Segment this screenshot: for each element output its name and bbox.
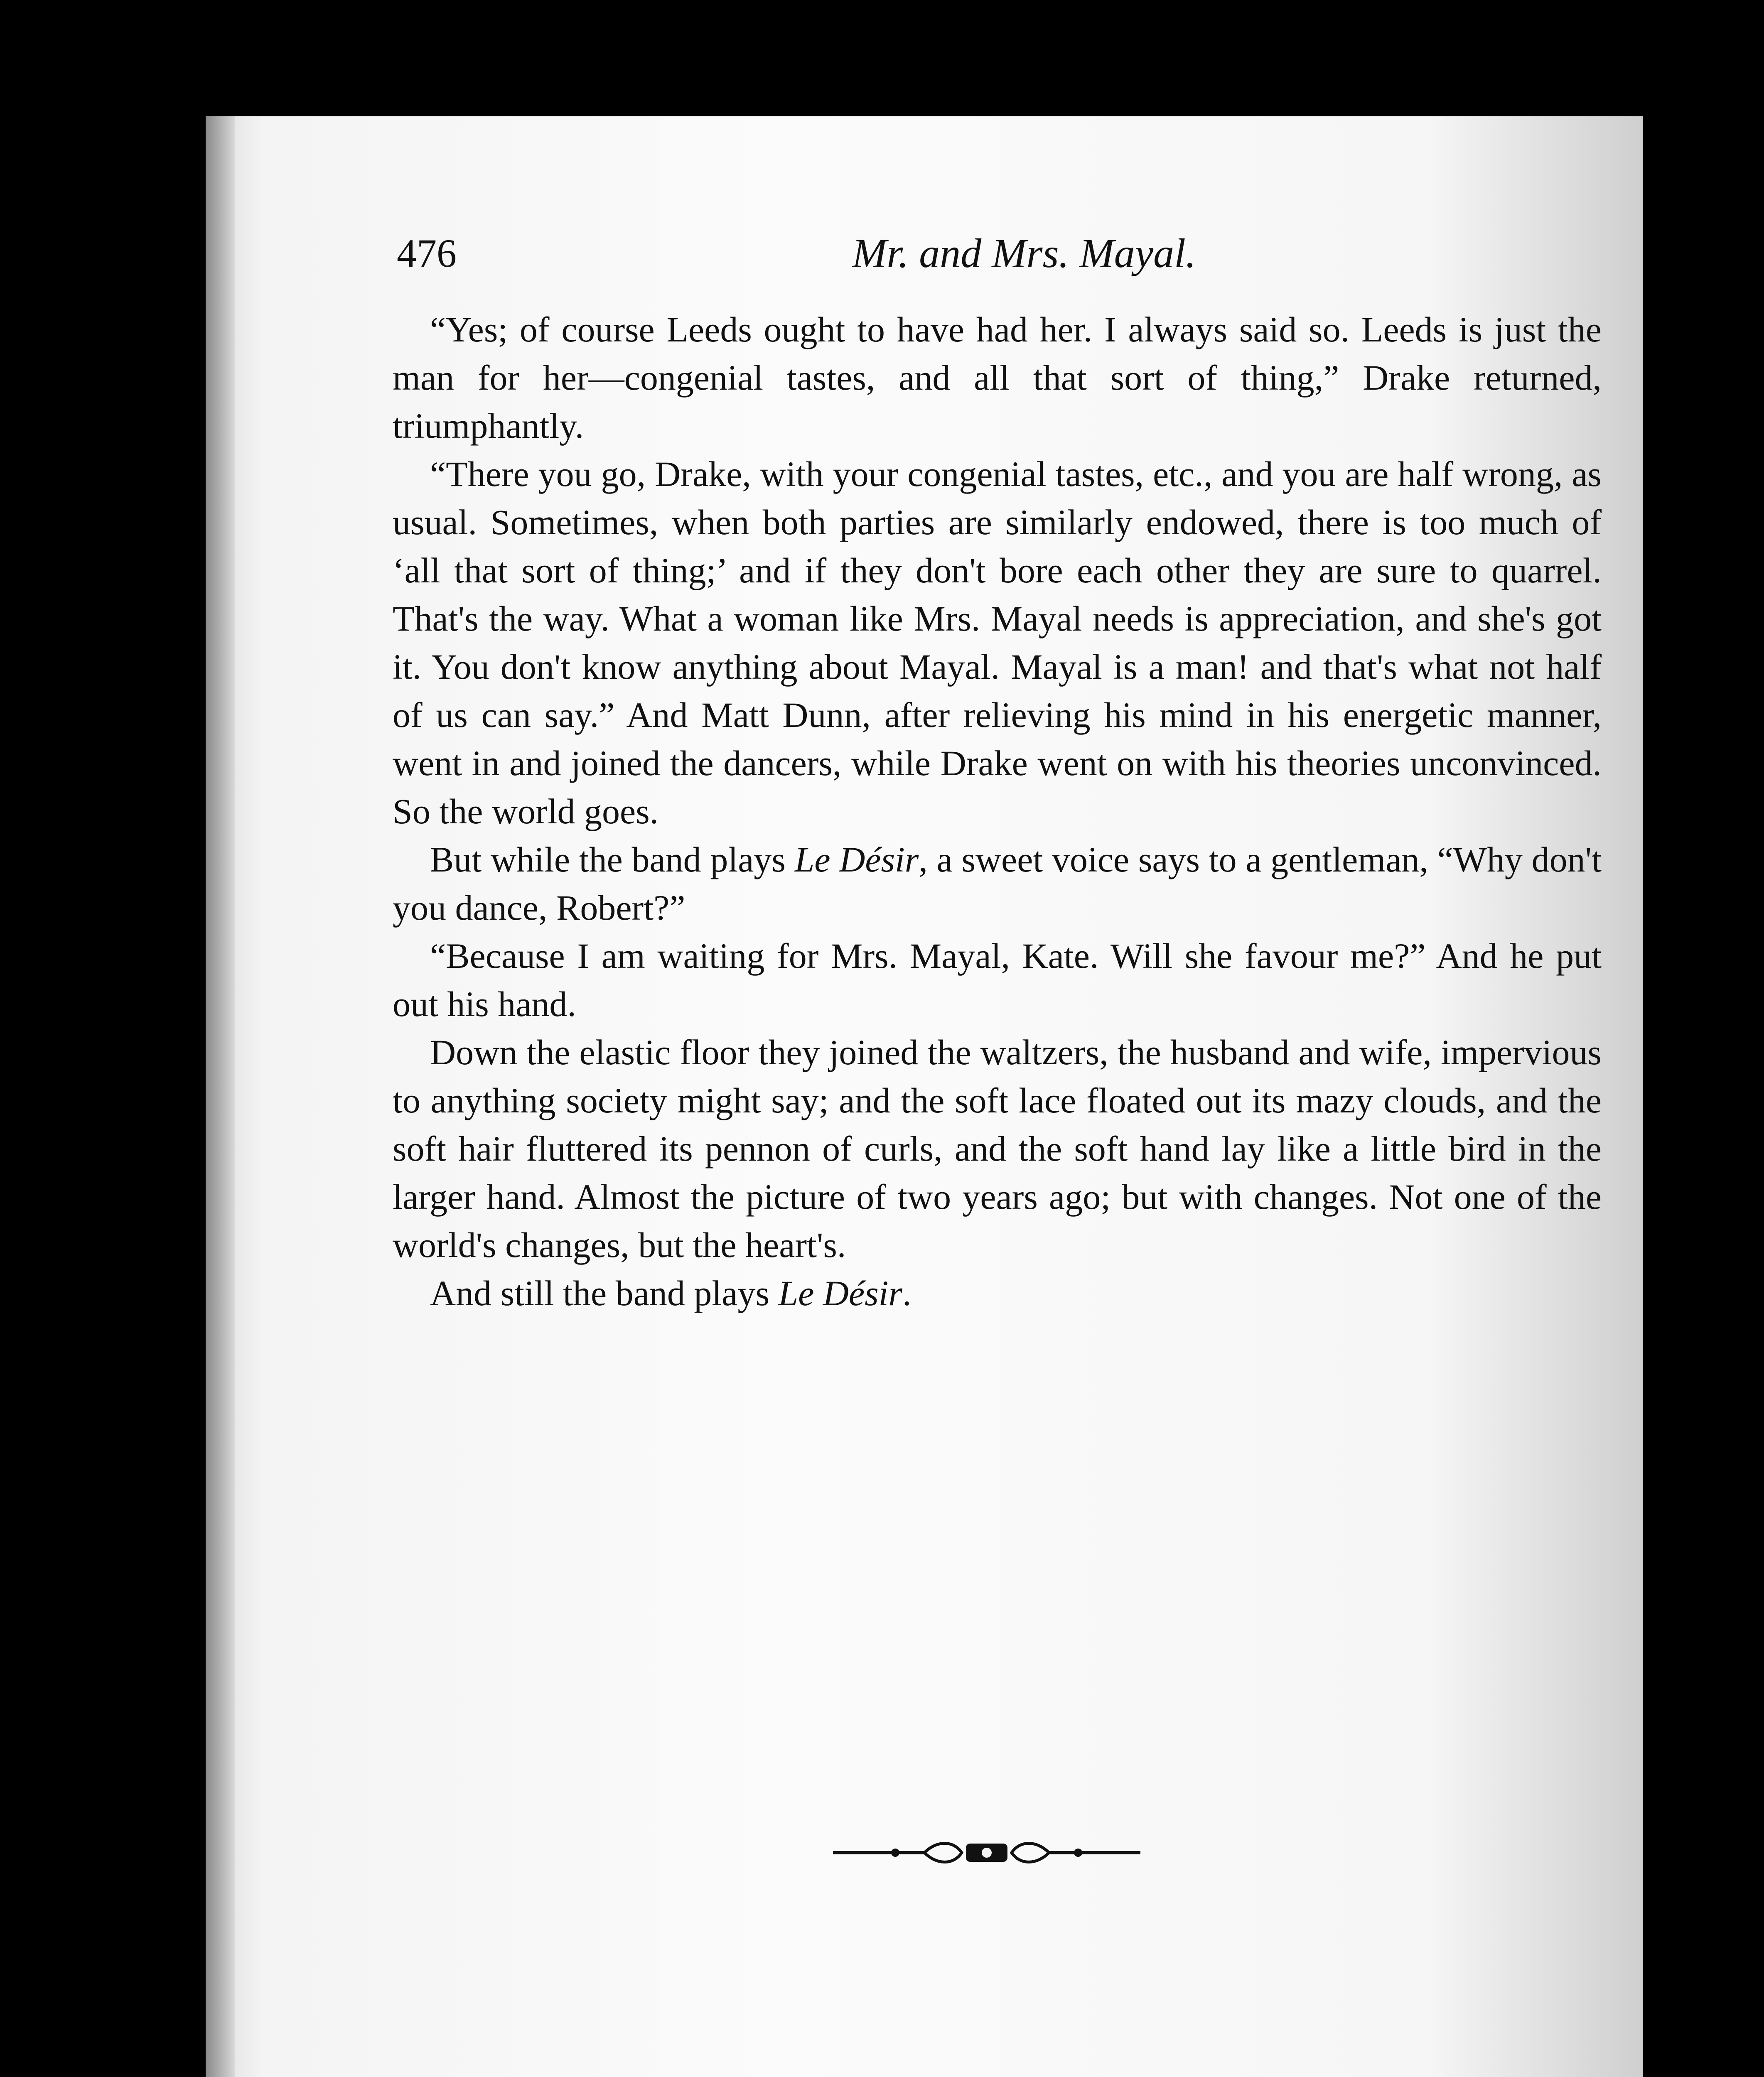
body-text xyxy=(393,305,1602,1317)
paragraph-2: “There you go, Drake, with your congenial tastes, etc., and you are half wrong, as usual. Sometimes, when both parties are similarly endowed, there is too much of ‘all that sort of thing;’ and if they don't bore each other they are sure to quarrel. That's the way. What a woman like Mrs. Mayal needs is appreciation, and she's got it. You don't know anything about Mayal. Mayal is a man! and that's what not half of us can say.” And Matt Dunn, after relieving his mind in his energetic manner, went in and joined the dancers, while Drake went on with his theories unconvinced. So the world goes. xyxy=(393,454,1602,831)
running-title: Mr. and Mrs. Mayal. xyxy=(852,230,1196,276)
paragraph-4: “Because I am waiting for Mrs. Mayal, Kate. Will she favour me?” And he put out his hand. xyxy=(393,936,1602,1024)
paragraph-5: Down the elastic floor they joined the waltzers, the husband and wife, impervious to anything society might say; and the soft lace floated out its mazy clouds, and the soft hair fluttered its pennon of curls, and the soft hand lay like a little bird in the larger hand. Almost the picture of two years ago; but with changes. Not one of the world's changes, but the heart's. xyxy=(393,1032,1602,1265)
song-title: Le Désir xyxy=(794,840,919,879)
page-gutter-shadow xyxy=(206,116,235,2077)
page-header xyxy=(397,226,1602,280)
song-title-closing: Le Désir xyxy=(778,1273,903,1313)
paragraph-1: “Yes; of course Leeds ought to have had her. I always said so. Leeds is just the man for her—congenial tastes, and all that sort of thing,” Drake returned, triumphantly. xyxy=(393,309,1602,446)
ornamental-divider-icon xyxy=(829,1836,1145,1869)
paragraph-3 xyxy=(393,835,1602,932)
page-number: 476 xyxy=(397,231,457,275)
paragraph-6-start: And still the band plays xyxy=(430,1273,779,1313)
paragraph-6 xyxy=(393,1269,1602,1317)
paragraph-3-start: But while the band plays xyxy=(430,840,795,879)
paragraph-6-end: . xyxy=(902,1273,911,1313)
paragraph-3-end: , a sweet voice says to a gentleman, “Why don't you dance, Robert?” xyxy=(393,840,1602,928)
